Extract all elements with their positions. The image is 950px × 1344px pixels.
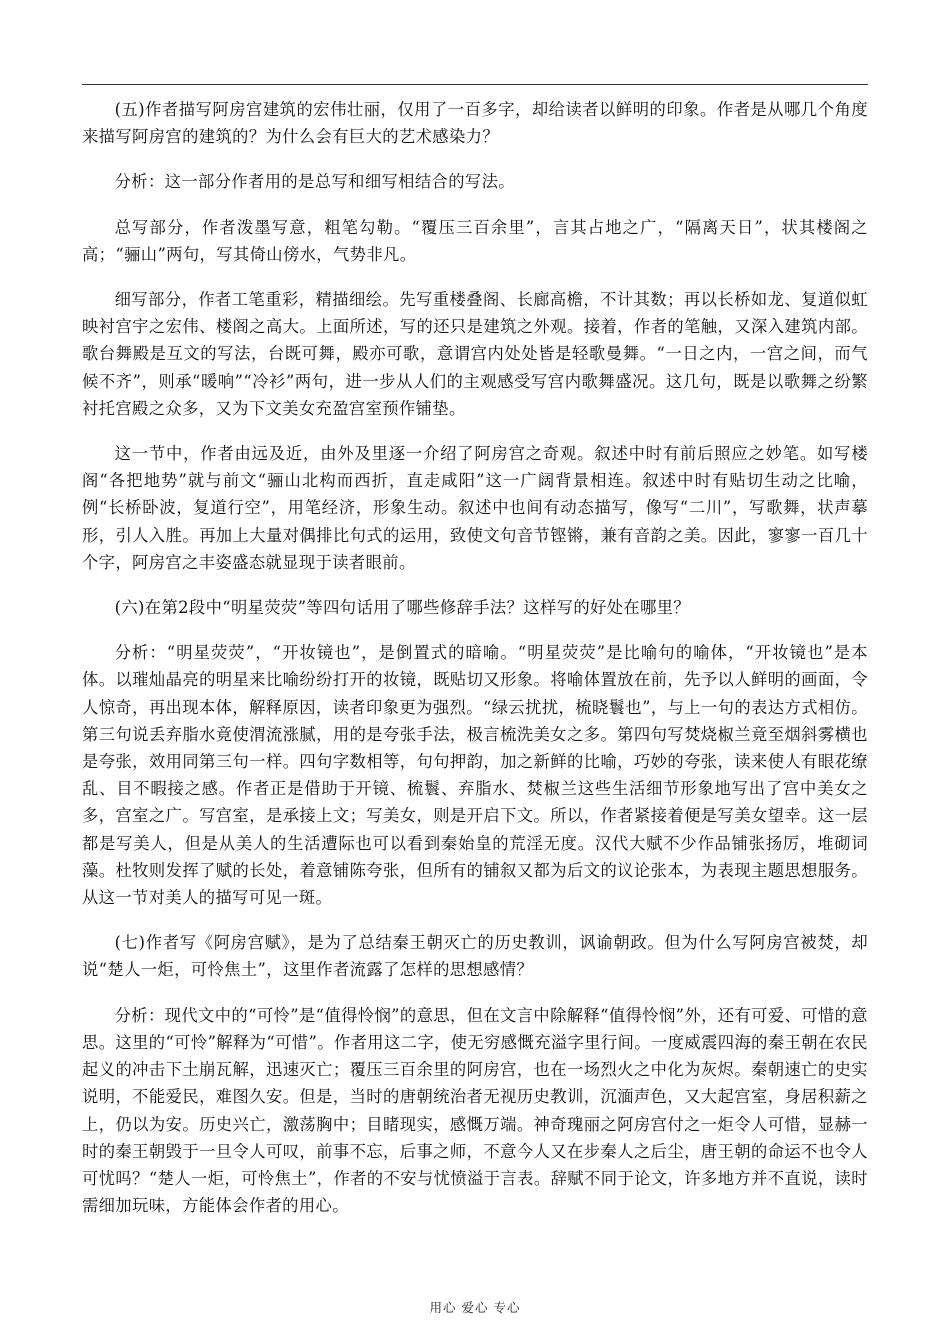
analysis-5-summary: 分析：这一部分作者用的是总写和细写相结合的写法。	[114, 172, 515, 192]
question-6: (六)在第2段中“明星荧荧”等四句话用了哪些修辞手法？这样写的好处在哪里？	[114, 598, 691, 618]
page-footer: 用心 爱心 专心	[429, 1300, 521, 1315]
analysis-5-detail: 细写部分，作者工笔重彩，精描细绘。先写重楼叠阁、长廊高檐，不计其数；再以长桥如龙、复道似虹映衬宫宇之宏伟、楼阁之高大。上面所述，写的还只是建筑之外观。接着，作者的笔触，又深入建筑内部。歌台舞殿是互文的写法，台既可舞，殿亦可歌，意谓宫内处处皆是轻歌曼舞。“一日之内，一宫之间，而气候不齐”，则承“暖响”“冷衫”两句，进一步从人们的主观感受写宫内歌舞盛况。这几句，既是以歌舞之纷繁衬托宫殿之众多，又为下文美女充盈宫室预作铺垫。	[82, 290, 868, 418]
question-7: (七)作者写《阿房宫赋》，是为了总结秦王朝灭亡的历史教训，讽谕朝政。但为什么写阿房宫被焚，却说“楚人一炬，可怜焦土”，这里作者流露了怎样的思想感情？	[82, 933, 868, 980]
analysis-7: 分析：现代文中的“可怜”是“值得怜悯”的意思，但在文言中除解释“值得怜悯”外，还有可爱、可惜的意思。这里的“可怜”解释为“可惜”。作者用这二字，使无穷感慨充溢字里行间。一度威震四海的秦王朝在农民起义的冲击下土崩瓦解，迅速灭亡；覆压三百余里的阿房宫，也在一场烈火之中化为灰烬。秦朝速亡的史实说明，不能爱民，难图久安。但是，当时的唐朝统治者无视历史教训，沉湎声色，又大起宫室，身居积薪之上，仍以为安。历史兴亡，激荡胸中；目睹现实，感慨万端。神奇瑰丽之阿房宫付之一炬令人可惜，显赫一时的秦王朝毁于一旦令人可叹，前事不忘，后事之师，不意今人又在步秦人之后尘，唐王朝的命运不也令人可忧吗？“楚人一炬，可怜焦土”，作者的不安与忧愤溢于言表。辞赋不同于论文，许多地方并不直说，读时需细加玩味，方能体会作者的用心。	[82, 1005, 868, 1216]
analysis-6: 分析：“明星荧荧”，“开妆镜也”，是倒置式的暗喻。“明星荧荧”是比喻句的喻体，“开妆镜也”是本体。以璀灿晶亮的明星来比喻纷纷打开的妆镜，既贴切又形象。将喻体置放在前，先予以人鲜明的画面，令人惊奇，再出现本体，解释原因，读者印象更为强烈。“绿云扰扰，梳晓鬟也”，与上一句的表达方式相仿。第三句说丢弃脂水竟使渭流涨腻，用的是夸张手法，极言梳洗美女之多。第四句写焚烧椒兰竟至烟斜雾横也是夸张，效用同第三句一样。四句字数相等，句句押韵，加之新鲜的比喻，巧妙的夸张，读来使人有眼花缭乱、目不暇接之感。作者正是借助于开镜、梳鬟、弃脂水、焚椒兰这些生活细节形象地写出了宫中美女之多，宫室之广。写宫室，是承接上文；写美女，则是开启下文。所以，作者紧接着便是写美女望幸。这一层都是写美人，但是从美人的生活遭际也可以看到秦始皇的荒淫无度。汉代大赋不少作品铺张扬厉，堆砌词藻。杜牧则发挥了赋的长处，着意铺陈夸张，但所有的铺叙又都为后文的议论张本，为表现主题思想服务。从这一节对美人的描写可见一斑。	[82, 643, 868, 908]
document-body	[82, 96, 868, 1237]
header-rule	[82, 84, 868, 85]
analysis-5-section: 这一节中，作者由远及近，由外及里逐一介绍了阿房宫之奇观。叙述中时有前后照应之妙笔。如写楼阁“各把地势”就与前文“骊山北构而西折，直走咸阳”这一广阔背景相连。叙述中时有贴切生动之比喻，例“长桥卧波，复道行空”，用笔经济，形象生动。叙述中也间有动态描写，像写“二川”，写歌舞，状声摹形，引人入胜。再加上大量对偶排比句式的运用，致使文句音节铿锵，兼有音韵之美。因此，寥寥一百几十个字，阿房宫之丰姿盛态就显现于读者眼前。	[82, 444, 868, 572]
question-5: (五)作者描写阿房宫建筑的宏伟壮丽，仅用了一百多字，却给读者以鲜明的印象。作者是从哪几个角度来描写阿房宫的建筑的？为什么会有巨大的艺术感染力？	[82, 100, 868, 147]
analysis-5-overall: 总写部分，作者泼墨写意，粗笔勾勒。“覆压三百余里”，言其占地之广，“隔离天日”，状其楼阁之高；“骊山”两句，写其倚山傍水，气势非凡。	[82, 217, 868, 264]
